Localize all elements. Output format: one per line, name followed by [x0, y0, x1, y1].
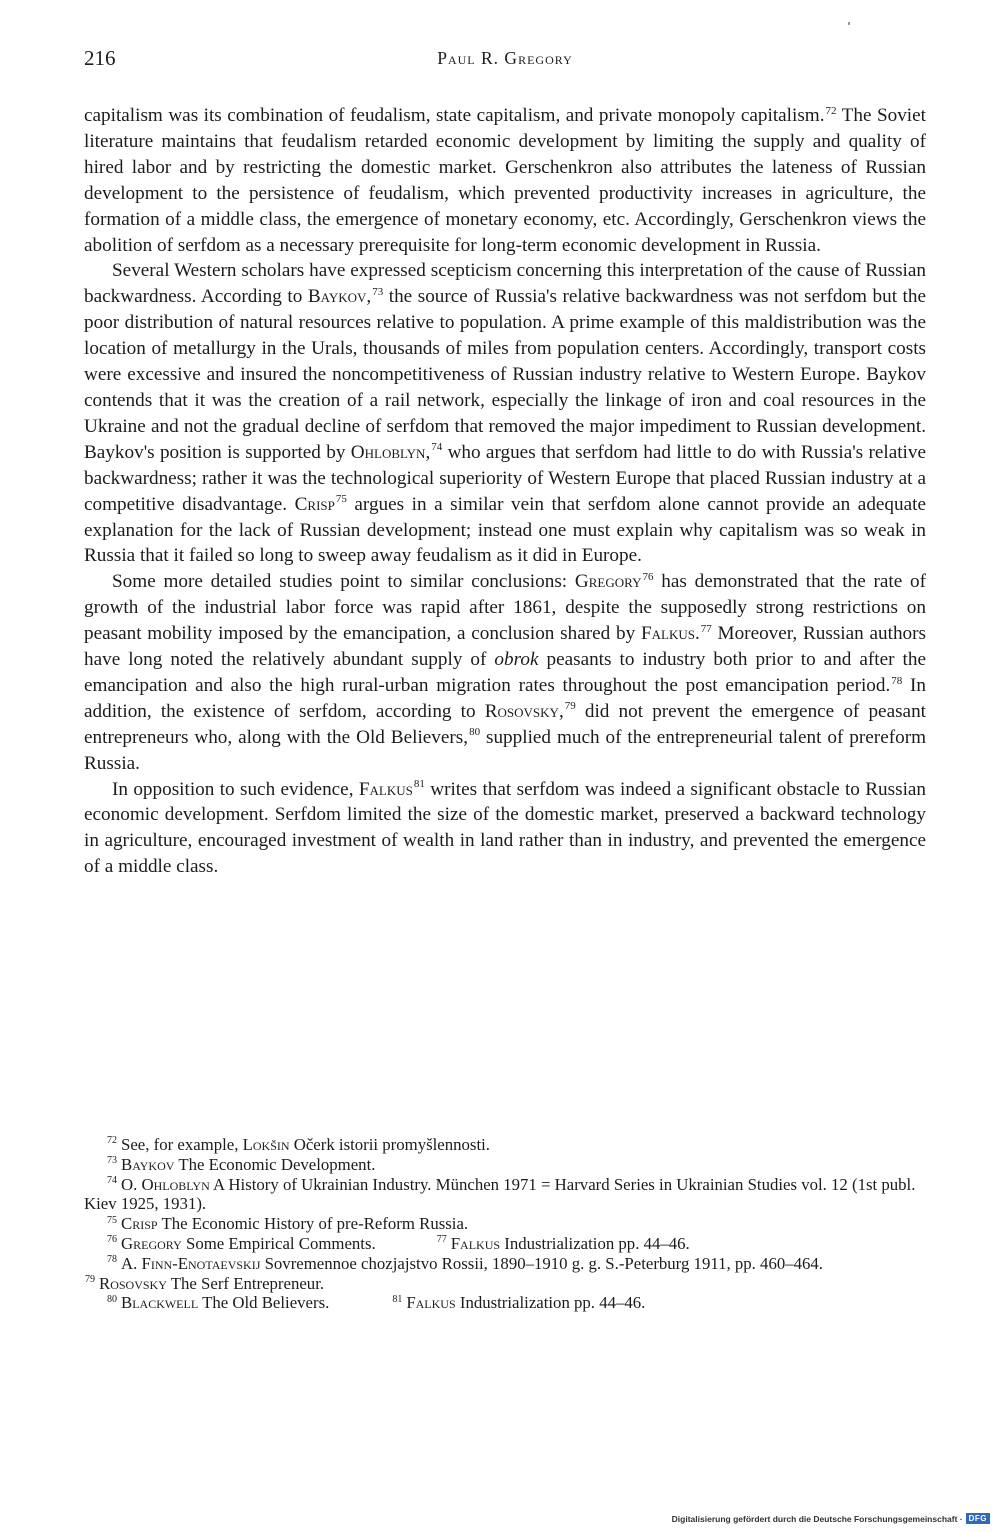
running-head: Paul R. Gregory [437, 48, 573, 68]
dfg-logo-icon: DFG [966, 1513, 990, 1524]
author-ohloblyn: Ohloblyn [350, 441, 426, 463]
footnote-78-79: $^{78}$ A. Finn-Enotaevskij Sovremennoe chozjajstvo Rossii, 1890–1910 g. g. S.-Peterburg 1911, pp. 460–464.79 Rosovsky The Serf Entrepreneur. [85, 1253, 823, 1293]
note-ref-75[interactable]: 75 [335, 493, 347, 506]
footnote-75: $^{75}$ Crisp The Economic History of pre-Reform Russia. [107, 1214, 469, 1234]
author-falkus-2: Falkus [358, 778, 413, 800]
digitization-credit [672, 1513, 990, 1524]
author-rosovsky: Rosovsky [484, 700, 559, 722]
paragraph-3: Some more detailed studies point to similar conclusions: Gregory$^{76}$ has demonstrated that the rate of growth of the industrial labor force was rapid after 1861, despite the supposedly strong restrictions on peasant mobility imposed by the emancipation, a conclusion shared by Falkus.$^{77}$ Moreover, Russian authors have long noted the relatively abundant supply of obrok peasants to industry both prior to and after the emancipation and also the high rural-urban migration rates throughout the post emancipation period.$^{78}$ In addition, the existence of serfdom, according to Rosovsky,$^{79}$ did not prevent the emergence of peasant entrepreneurs who, along with the Old Believers,$^{80}$ supplied much of the entrepreneurial talent of prereform Russia. [84, 570, 927, 774]
paragraph-1: capitalism was its combination of feudalism, state capitalism, and private monopoly capitalism.$^{72}$ The Soviet literature maintains that feudalism retarded economic development by limiting the supply and quality of hired labor and by restricting the domestic market. Gerschenkron also attributes the lateness of Russian development to the persistence of feudalism, which prevented productivity increases in agriculture, the formation of a middle class, the emergence of monetary economy, etc. Accordingly, Gerschenkron views the abolition of serfdom as a necessary prerequisite for long-term economic development in Russia. [84, 104, 926, 256]
paragraph-2: Several Western scholars have expressed scepticism concerning this interpretation of the cause of Russian backwardness. According to Baykov,$^{73}$ the source of Russia's relative backwardness was not serfdom but the poor distribution of natural resources relative to population. A prime example of this maldistribution was the location of metallurgy in the Urals, thousands of miles from population centers. Accordingly, transport costs were excessive and insured the noncompetitiveness of Russian industry relative to Western Europe. Baykov contends that it was the creation of a rail network, especially the linkage of iron and coal resources in the Ukraine and not the gradual decline of serfdom that removed the major impediment to Russian development. Baykov's position is supported by Ohloblyn,$^{74}$ who argues that serfdom had little to do with Russia's relative backwardness; rather it was the technological superiority of Western Europe that placed Russian industry at a competitive disadvantage. Crisp$^{75}$ argues in a similar vein that serfdom alone cannot provide an adequate explanation for the lack of Russian development; instead one must explain why capitalism was so weak in Russia that it failed so long to sweep away feudalism as it did in Europe. [84, 260, 926, 567]
footnotes [84, 1135, 928, 1313]
author-gregory: Gregory [574, 571, 642, 593]
footnote-72: $^{72}$ See, for example, Lokšin Očerk istorii promyšlennosti. [107, 1135, 490, 1154]
footnote-73: $^{73}$ Baykov The Economic Development. [107, 1154, 376, 1174]
author-crisp: Crisp [294, 493, 335, 515]
note-ref-81[interactable]: 81 [413, 778, 425, 791]
note-ref-72[interactable]: 72 [825, 104, 837, 117]
term-obrok: obrok [494, 649, 539, 671]
scan-speck [848, 22, 850, 25]
footnote-76-77: $^{76}$ Gregory Some Empirical Comments. $^{77}$ Falkus Industrialization pp. 44–46. [107, 1233, 690, 1253]
note-ref-80[interactable]: 80 [469, 726, 481, 739]
note-ref-76[interactable]: 76 [642, 570, 654, 583]
note-ref-74[interactable]: 74 [431, 441, 443, 454]
digitization-credit-text: Digitalisierung gefördert durch die Deutsche Forschungsgemeinschaft · [671, 1513, 963, 1524]
author-baykov: Baykov [307, 286, 367, 308]
page-header [84, 46, 926, 76]
note-ref-79[interactable]: 79 [564, 700, 576, 713]
page-number: 216 [84, 46, 116, 70]
note-ref-78[interactable]: 78 [891, 674, 903, 687]
body-text [84, 103, 926, 880]
author-falkus: Falkus [640, 623, 695, 645]
note-ref-73[interactable]: 73 [372, 285, 384, 298]
footnote-74: $^{74}$ O. Ohloblyn A History of Ukrainian Industry. München 1971 = Harvard Series in Ukrainian Studies vol. 12 (1st publ. Kiev 1925, 1931). [84, 1174, 916, 1214]
note-ref-77[interactable]: 77 [700, 622, 712, 635]
footnote-80-81: $^{80}$ Blackwell The Old Believers. $^{81}$ Falkus Industrialization pp. 44–46. [107, 1293, 646, 1313]
paragraph-4: In opposition to such evidence, Falkus$^{81}$ writes that serfdom was indeed a significant obstacle to Russian economic development. Serfdom limited the size of the domestic market, preserved a backward technology in agriculture, encouraged investment of wealth in land rather than in industry, and prevented the emergence of a middle class. [84, 778, 927, 878]
